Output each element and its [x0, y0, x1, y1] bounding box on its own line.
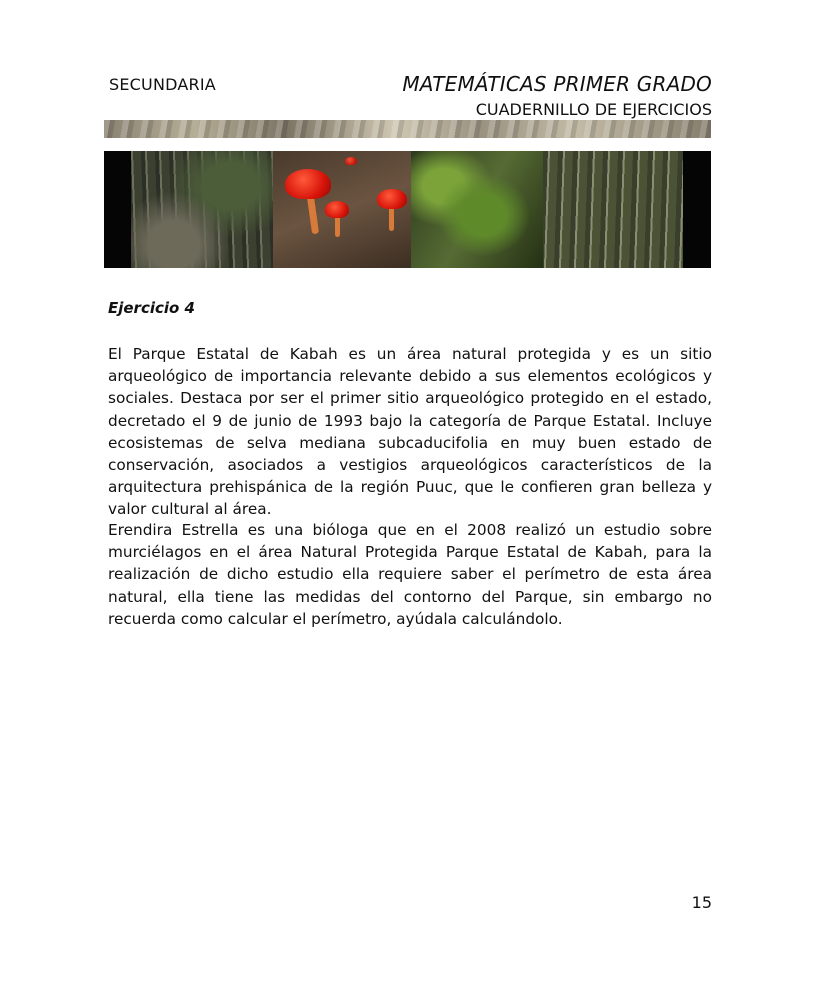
page-number: 15 [691, 893, 712, 912]
nature-photo-strip [104, 151, 711, 268]
photo-forest-trees [543, 151, 683, 268]
header-level: SECUNDARIA [109, 75, 216, 94]
exercise-paragraph-2: Erendira Estrella es una bióloga que en el 2008 realizó un estudio sobre murciélagos en el área Natural Protegida Parque Estatal de Kabah, para la realización de dicho estudio ella requiere saber el perímetro de esta área natural, ella tiene las medidas del contorno del Parque, sin embargo no recuerda como calcular el perímetro, ayúdala calculándolo. [108, 521, 712, 628]
photo-green-plant [411, 151, 543, 268]
photo-red-mushrooms [273, 151, 411, 268]
header-title: MATEMÁTICAS PRIMER GRADO [402, 72, 712, 96]
photo-black-margin-left [104, 151, 131, 268]
photo-forest-ruins [131, 151, 273, 268]
exercise-paragraph-1: El Parque Estatal de Kabah es un área natural protegida y es un sitio arqueológico de importancia relevante debido a sus elementos ecológicos y sociales. Destaca por ser el primer sitio arqueológico protegido en el estado, decretado el 9 de junio de 1993 bajo la categoría de Parque Estatal. Incluye ecosistemas de selva mediana subcaducifolia en muy buen estado de conservación, asociados a vestigios arqueológicos característicos de la arquitectura prehispánica de la región Puuc, que le confieren gran belleza y valor cultural al área. [108, 345, 712, 519]
exercise-heading: Ejercicio 4 [108, 299, 195, 317]
photo-black-margin-right [683, 151, 711, 268]
header-subtitle: CUADERNILLO DE EJERCICIOS [475, 100, 712, 119]
decorative-stone-strip [104, 120, 711, 138]
